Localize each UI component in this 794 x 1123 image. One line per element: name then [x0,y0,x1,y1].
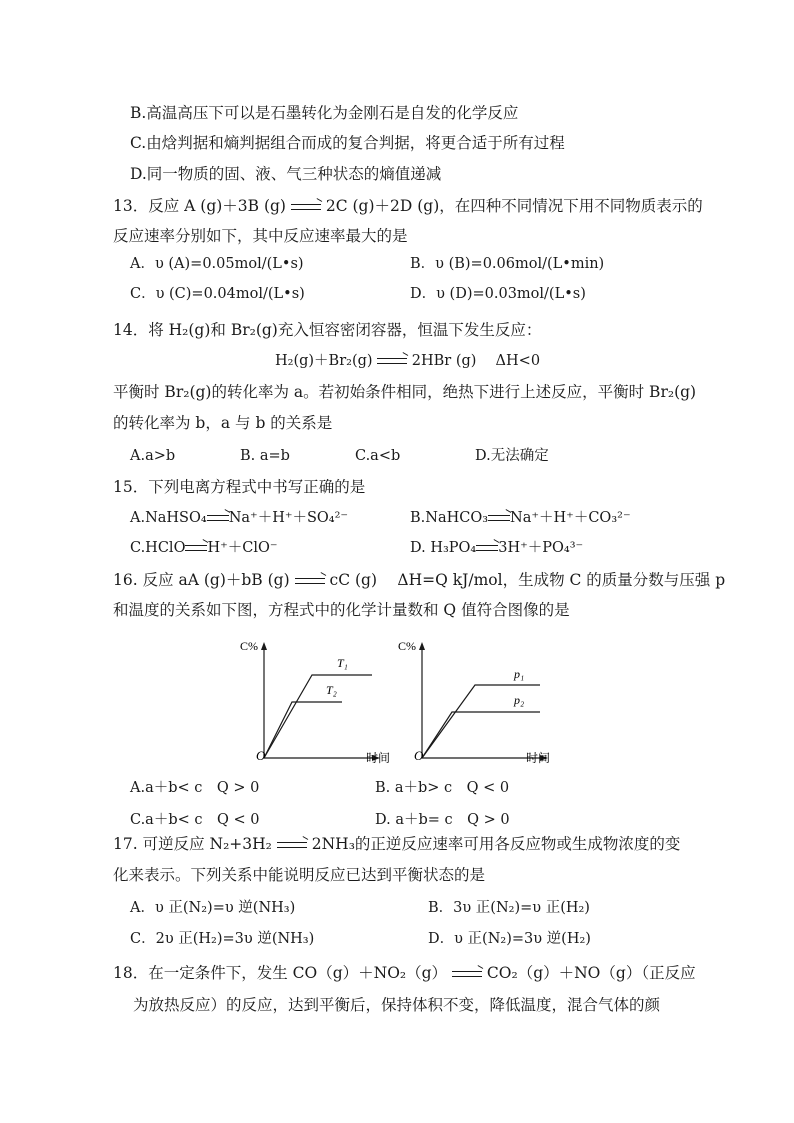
q14-stem: 14．将 H₂(g)和 Br₂(g)充入恒容密闭容器，恒温下发生反应： [113,321,542,339]
graph1-origin: O [256,748,266,763]
reversible-arrow-icon [185,542,207,554]
q17-stem-pre: 17. 可逆反应 N₂+3H₂ [113,835,272,853]
graph1-xlabel: 时间 [366,751,391,765]
y-axis-arrow-icon [419,642,425,650]
q14-option-a: A.a>b [130,448,176,464]
q15-c-left: C.HClO [130,540,186,556]
q18-stem-line2: 为放热反应）的反应，达到平衡后，保持体积不变，降低温度，混合气体的颜 [133,996,661,1014]
q16-option-b: B. a＋b> c Q < 0 [375,780,510,796]
q15-c-right: H⁺＋ClO⁻ [207,540,278,556]
q15-a-left: A.NaHSO₄ [130,510,207,526]
q18-stem-pre: 18．在一定条件下，发生 CO（g）＋NO₂（g） [113,964,448,982]
reversible-arrow-icon [295,575,325,587]
q17-option-b: B．3υ 正(N₂)=υ 正(H₂) [428,900,590,916]
q17-option-a: A．υ 正(N₂)=υ 逆(NH₃) [130,900,296,916]
q14-eq-right: 2HBr (g) ΔH<0 [411,353,541,369]
q16-option-a: A.a＋b< c Q > 0 [130,780,260,796]
graph2-ylabel: C% [398,639,416,653]
q17-stem-line2: 化来表示。下列关系中能说明反应已达到平衡状态的是 [113,866,486,884]
curve-t2 [264,702,342,758]
q13-stem-post: 2C (g)＋2D (g)，在四种不同情况下用不同物质表示的 [325,197,703,215]
q13-option-c: C．υ (C)=0.04mol/(L•s) [130,286,305,302]
q16-graph-pressure [390,630,560,774]
graph2-xlabel: 时间 [526,751,551,765]
q15-option-a [130,508,348,528]
q15-option-c [130,538,278,558]
q17-option-d: D．υ 正(N₂)=3υ 逆(H₂) [428,931,591,947]
graph1-ylabel: C% [240,639,258,653]
equals-icon [488,512,510,524]
q15-d-left: D. H₃PO₄ [410,540,477,556]
q17-stem [113,834,680,854]
y-axis-arrow-icon [261,642,267,650]
q13-option-d: D．υ (D)=0.03mol/(L•s) [410,286,586,302]
q15-a-right: Na⁺＋H⁺＋SO₄²⁻ [228,510,349,526]
q16-stem [113,570,725,590]
reversible-arrow-icon [452,968,482,980]
q14-line4: 的转化率为 b，a 与 b 的关系是 [113,414,333,432]
reversible-arrow-icon [377,355,407,367]
q13-stem [113,196,703,216]
q16-option-c: C.a＋b< c Q < 0 [130,812,260,828]
q14-option-d: D.无法确定 [475,448,549,464]
q16-stem-post: cC (g) ΔH=Q kJ/mol，生成物 C 的质量分数与压强 p [329,571,726,589]
q13-option-b: B．υ (B)=0.06mol/(L•min) [410,256,605,272]
q16-stem-pre: 16. 反应 aA (g)＋bB (g) [113,571,290,589]
q17-option-c: C．2υ 正(H₂)=3υ 逆(NH₃) [130,931,315,947]
graph1-curve2-label: T₂ [326,683,337,697]
q14-option-b: B. a=b [240,448,290,464]
q14-equation [275,351,540,371]
curve-p2 [422,712,540,758]
graph1-curve1-label: T₁ [337,656,348,670]
q12-option-d: D.同一物质的固、液、气三种状态的熵值递减 [130,165,442,183]
q15-option-b [410,508,631,528]
q17-stem-post: 2NH₃的正逆反应速率可用各反应物或生成物浓度的变 [311,835,681,853]
reversible-arrow-icon [277,839,307,851]
q14-option-c: C.a<b [355,448,401,464]
q15-option-d [410,538,583,558]
reversible-arrow-icon [207,512,229,524]
q15-stem: 15．下列电离方程式中书写正确的是 [113,478,366,496]
q15-d-right: 3H⁺＋PO₄³⁻ [498,540,584,556]
q16-option-d: D. a＋b= c Q > 0 [375,812,510,828]
graph2-origin: O [414,748,424,763]
q16-stem-line2: 和温度的关系如下图，方程式中的化学计量数和 Q 值符合图像的是 [113,601,570,619]
q13-option-a: A．υ (A)=0.05mol/(L•s) [130,256,304,272]
reversible-arrow-icon [291,201,321,213]
graph2-curve1-label: p₁ [514,667,525,681]
q14-line3: 平衡时 Br₂(g)的转化率为 a。若初始条件相同，绝热下进行上述反应，平衡时 Br₂(g) [113,383,697,401]
q13-stem-pre: 13．反应 A (g)＋3B (g) [113,197,286,215]
q15-b-left: B.NaHCO₃ [410,510,489,526]
q12-option-c: C.由焓判据和熵判据组合而成的复合判据，将更合适于所有过程 [130,134,565,152]
q15-b-right: Na⁺＋H⁺＋CO₃²⁻ [510,510,631,526]
q18-stem-post: CO₂（g）＋NO（g）（正反应 [486,964,696,982]
graph2-curve2-label: p₂ [514,693,525,707]
q18-stem [113,963,696,983]
q16-graph-temperature [232,630,392,774]
q12-option-b: B.高温高压下可以是石墨转化为金刚石是自发的化学反应 [130,104,519,122]
q14-eq-left: H₂(g)＋Br₂(g) [275,353,373,369]
curve-t1 [264,675,372,758]
q13-stem-line2: 反应速率分别如下，其中反应速率最大的是 [113,227,408,245]
reversible-arrow-icon [476,542,498,554]
